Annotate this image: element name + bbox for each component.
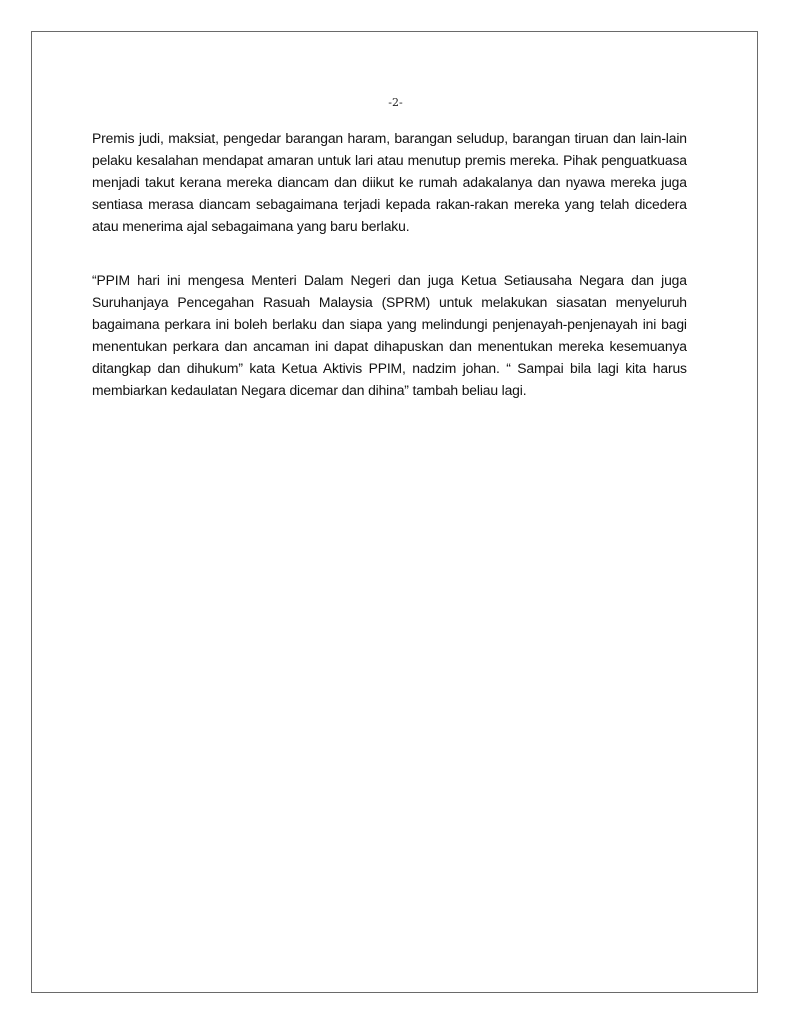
paragraph-premis-judi: Premis judi, maksiat, pengedar barangan haram, barangan seludup, barangan tiruan dan lain-lain pelaku kesalahan mendapat amaran untuk lari atau menutup premis mereka. Pihak penguatkuasa menjadi takut kerana mereka diancam dan diikut ke rumah adakalanya dan nyawa mereka juga sentiasa merasa diancam sebagaimana terjadi kepada rakan-rakan mereka yang telah dicedera atau menerima ajal sebagaimana yang baru berlaku. — [92, 131, 687, 235]
paragraph-ppim-statement: “PPIM hari ini mengesa Menteri Dalam Negeri dan juga Ketua Setiausaha Negara dan juga Suruhanjaya Pencegahan Rasuah Malaysia (SPRM) untuk melakukan siasatan menyeluruh bagaimana perkara ini boleh berlaku dan siapa yang melindungi penjenayah-penjenayah ini bagi menentukan perkara dan ancaman ini dapat dihapuskan dan menentukan mereka kesemuanya ditangkap dan dihukum” kata Ketua Aktivis PPIM, nadzim johan. “ Sampai bila lagi kita harus membiarkan kedaulatan Negara dicemar dan dihina” tambah beliau lagi. — [92, 273, 687, 399]
page-number: -2- — [388, 96, 403, 109]
